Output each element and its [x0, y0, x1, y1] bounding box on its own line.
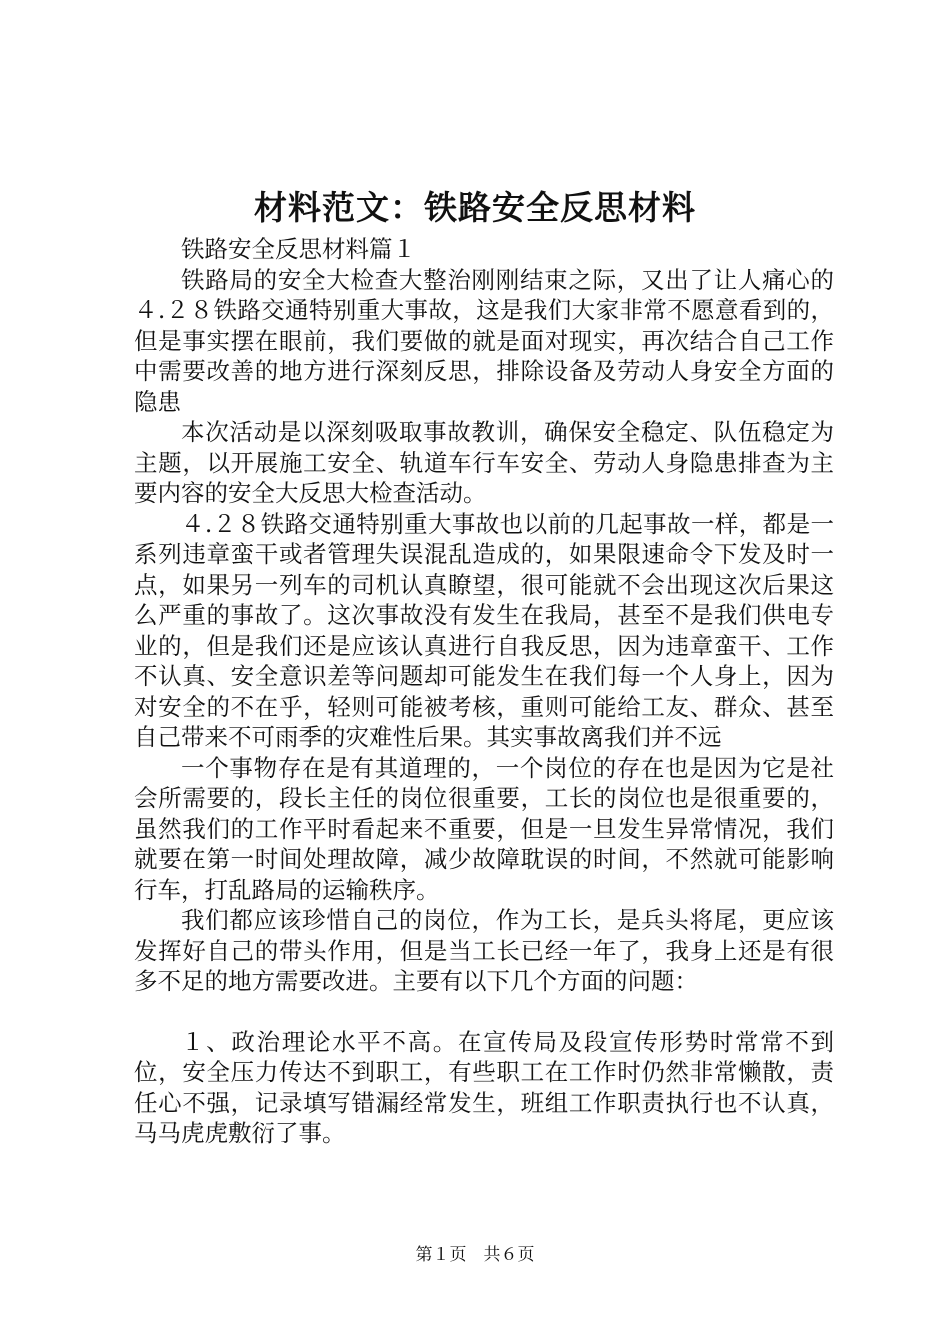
document-body	[134, 234, 834, 1149]
paragraph: 一个事物存在是有其道理的，一个岗位的存在也是因为它是社会所需要的，段长主任的岗位很重要，工长的岗位也是很重要的，虽然我们的工作平时看起来不重要，但是一旦发生异常情况，我们就要在第一时间处理故障，减少故障耽误的时间，不然就可能影响行车，打乱路局的运输秩序。	[134, 753, 834, 904]
paragraph: 本次活动是以深刻吸取事故教训，确保安全稳定、队伍稳定为主题，以开展施工安全、轨道车行车安全、劳动人身隐患排查为主要内容的安全大反思大检查活动。	[134, 418, 834, 507]
section-heading: 铁路安全反思材料篇１	[181, 235, 416, 263]
document-title: 材料范文：铁路安全反思材料	[254, 188, 696, 227]
list-item: １、政治理论水平不高。在宣传局及段宣传形势时常常不到位，安全压力传达不到职工，有些职工在工作时仍然非常懒散，责任心不强，记录填写错漏经常发生，班组工作职责执行也不认真，马马虎虎敷衍了事。	[134, 1027, 834, 1147]
page-number-footer: 第１页 共６页	[415, 1245, 535, 1265]
paragraph: 铁路局的安全大检查大整治刚刚结束之际，又出了让人痛心的４.２８铁路交通特别重大事故，这是我们大家非常不愿意看到的，但是事实摆在眼前，我们要做的就是面对现实，再次结合自己工作中需要改善的地方进行深刻反思，排除设备及劳动人身安全方面的隐患	[134, 265, 834, 416]
paragraph: ４.２８铁路交通特别重大事故也以前的几起事故一样，都是一系列违章蛮干或者管理失误混乱造成的，如果限速命令下发及时一点，如果另一列车的司机认真瞭望，很可能就不会出现这次后果这么严重的事故了。这次事故没有发生在我局，甚至不是我们供电专业的，但是我们还是应该认真进行自我反思，因为违章蛮干、工作不认真、安全意识差等问题却可能发生在我们每一个人身上，因为对安全的不在乎，轻则可能被考核，重则可能给工友、群众、甚至自己带来不可雨季的灾难性后果。其实事故离我们并不远	[134, 509, 834, 751]
paragraph: 我们都应该珍惜自己的岗位，作为工长，是兵头将尾，更应该发挥好自己的带头作用，但是当工长已经一年了，我身上还是有很多不足的地方需要改进。主要有以下几个方面的问题：	[134, 906, 834, 995]
